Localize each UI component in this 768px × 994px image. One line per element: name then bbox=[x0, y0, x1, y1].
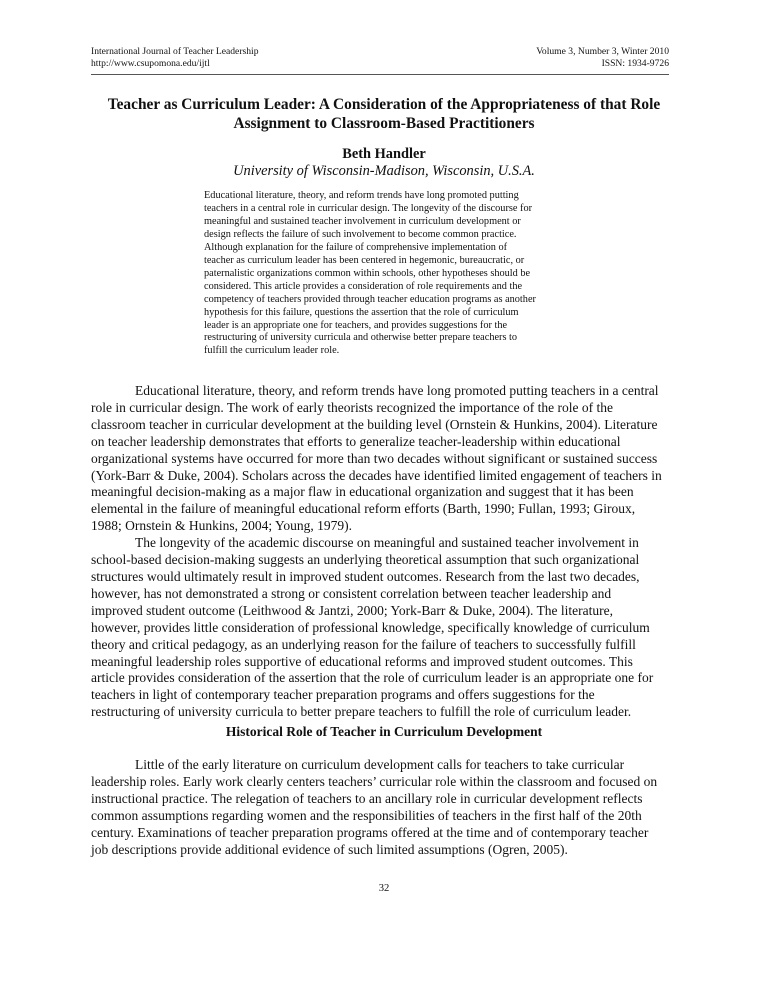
paragraph-line: leadership roles. Early work clearly centers teachers’ curricular role within the classroom and focused on bbox=[91, 773, 658, 789]
issn: ISSN: 1934-9726 bbox=[601, 58, 669, 69]
paragraph-line: Educational literature, theory, and reform trends have long promoted putting teachers in a central bbox=[135, 383, 659, 398]
paragraph-line: however, has not demonstrated a strong or consistent correlation between teacher leadership and bbox=[91, 585, 612, 601]
paragraph-line: meaningful decision-making as a major flaw in educational organization and suggest that it has been bbox=[91, 484, 634, 500]
paragraph-line: restructuring of university curricula to better prepare teachers to fulfill the role of curriculum leader. bbox=[91, 704, 632, 720]
paragraph-line: (York-Barr & Duke, 2004). Scholars across the decades have identified limited engagement of teachers in bbox=[91, 467, 662, 483]
abstract-line: Although explanation for the failure of comprehensive implementation of bbox=[204, 241, 508, 253]
journal-name: International Journal of Teacher Leadership bbox=[91, 46, 259, 57]
body-text-history bbox=[91, 757, 691, 858]
paragraph-line: job descriptions provide additional evidence of such limited assumptions (Ogren, 2005). bbox=[91, 841, 568, 857]
paragraph-line: common assumptions regarding women and the responsibilities of teachers in the first half of the 20th bbox=[91, 807, 642, 823]
abstract-line: hypothesis for this failure, questions the assertion that the role of curriculum bbox=[204, 306, 519, 318]
abstract-line: fulfill the curriculum leader role. bbox=[204, 345, 340, 357]
abstract bbox=[204, 190, 580, 358]
abstract-line: design reflects the failure of such involvement to become common practice. bbox=[204, 228, 517, 240]
paragraph-line: instructional practice. The relegation of teachers to an ancillary role in curricular development reflects bbox=[91, 790, 643, 806]
section-heading: Historical Role of Teacher in Curriculum Development bbox=[225, 724, 543, 739]
paragraph-line: century. Examinations of teacher preparation programs offered at the time and of contemporary teacher bbox=[91, 824, 649, 840]
paragraph-line: classroom teacher in curricular development at the building level (Ornstein & Hunkins, 2004). Literature bbox=[91, 416, 658, 432]
body-text-intro bbox=[91, 383, 691, 721]
paragraph-line: improved student outcome (Leithwood & Jantzi, 2000; York-Barr & Duke, 2004). The literature, bbox=[91, 602, 614, 618]
paragraph-line: teachers in light of contemporary teacher preparation programs and offers suggestions for the bbox=[91, 687, 595, 703]
article-title bbox=[91, 96, 677, 133]
author-affiliation: University of Wisconsin-Madison, Wisconsin, U.S.A. bbox=[233, 163, 535, 179]
paragraph-line: meaningful leadership roles supportive of educational reforms and improved student outcomes. This bbox=[91, 653, 633, 669]
paragraph-line: organizational systems have occurred for more than two decades without significant or sustained success bbox=[91, 450, 658, 466]
abstract-line: Educational literature, theory, and reform trends have long promoted putting bbox=[204, 190, 519, 201]
abstract-line: leader is an appropriate one for teachers, and provides suggestions for the bbox=[204, 319, 508, 331]
paragraph-line: elemental in the failure of meaningful educational reform efforts (Barth, 1990; Fullan, 1993; Giroux, bbox=[91, 501, 636, 517]
paragraph-line: on teacher leadership demonstrates that efforts to generalize teacher-leadership within educational bbox=[91, 433, 621, 449]
paragraph-line: 1988; Ornstein & Hunkins, 2004; Young, 1979). bbox=[91, 518, 353, 534]
paragraph-line: Little of the early literature on curriculum development calls for teachers to take curricular bbox=[135, 757, 625, 772]
volume-info: Volume 3, Number 3, Winter 2010 bbox=[536, 46, 669, 57]
abstract-line: teacher as curriculum leader has been centered in hegemonic, bureaucratic, or bbox=[204, 254, 525, 266]
paragraph-line: role in curricular design. The work of early theorists recognized the importance of the role of the bbox=[91, 399, 613, 415]
abstract-line: teachers in a central role in curricular design. The longevity of the discourse for bbox=[204, 202, 533, 214]
author-name: Beth Handler bbox=[342, 146, 426, 162]
header-divider bbox=[91, 74, 669, 75]
abstract-line: restructuring of university curricula and otherwise better prepare teachers to bbox=[204, 332, 518, 344]
paragraph-line: school-based decision-making suggests an underlying theoretical assumption that such organizational bbox=[91, 552, 640, 568]
journal-url[interactable]: http://www.csupomona.edu/ijtl bbox=[91, 58, 210, 69]
paragraph-line: The longevity of the academic discourse on meaningful and sustained teacher involvement in bbox=[135, 535, 639, 551]
abstract-line: meaningful and sustained teacher involvement in curriculum development or bbox=[204, 215, 521, 227]
running-header bbox=[91, 46, 669, 70]
paragraph-line: article provides consideration of the assertion that the role of curriculum leader is an appropriate one for bbox=[91, 670, 654, 686]
abstract-line: considered. This article provides a consideration of role requirements and the bbox=[204, 280, 523, 292]
abstract-line: paternalistic organizations common within schools, other hypotheses should be bbox=[204, 267, 531, 279]
paragraph-line: however, provides little consideration of professional knowledge, specifically knowledge of curriculum bbox=[91, 619, 650, 635]
abstract-line: competency of teachers provided through teacher education programs as another bbox=[204, 293, 536, 305]
title-line: Assignment to Classroom-Based Practitioners bbox=[233, 114, 535, 132]
title-line: Teacher as Curriculum Leader: A Consideration of the Appropriateness of that Role bbox=[107, 96, 661, 113]
paragraph-line: theory and critical pedagogy, as an underlying reason for the failure of teachers to successfully fulfill bbox=[91, 636, 636, 652]
paragraph-line: structures would ultimately result in improved student outcomes. Research from the last two decades, bbox=[91, 568, 640, 584]
page-number: 32 bbox=[378, 883, 390, 894]
